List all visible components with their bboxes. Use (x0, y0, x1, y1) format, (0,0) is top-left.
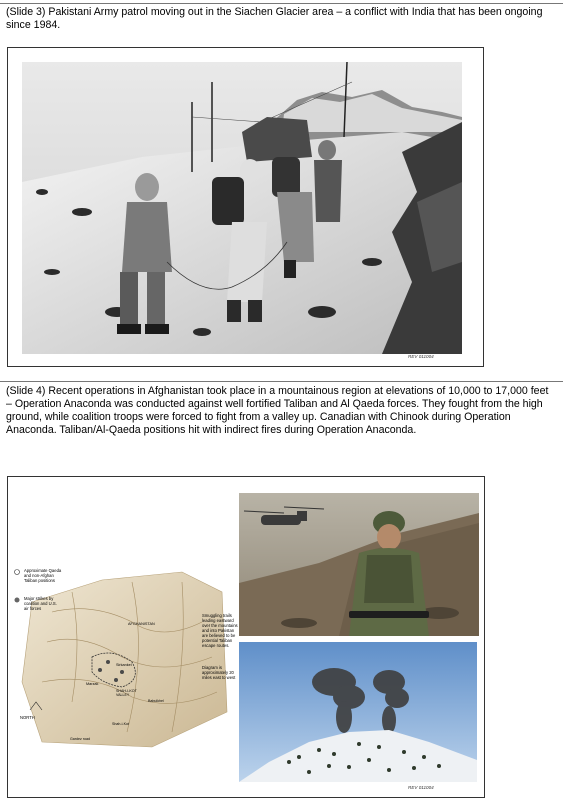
map-place-babulkhel: Babulkhel (148, 699, 164, 703)
map-place-afghanistan: AFGHANISTAN (128, 622, 155, 626)
top-rule (0, 3, 563, 4)
slide3-frame (7, 47, 484, 367)
map-legend (15, 570, 20, 603)
map-north-label: NORTH (20, 715, 35, 720)
middle-rule (0, 381, 563, 382)
slide4-rev-label: REV 011004 (408, 785, 434, 790)
map-place-gardez-road: Gardez road (70, 737, 90, 741)
slide4-caption: (Slide 4) Recent operations in Afghanistan took place in a mountainous region at elevations of 10,000 to 17,000 feet – Operation Anaconda was conducted against well fortified Taliban and Al Qaeda forces. They fought from the high ground, while coalition troops were forced to fight from a valley up. Canadian with Chinook during Operation Anaconda. Taliban/Al-Qaeda positions hit with indirect fires during Operation Anaconda. (6, 385, 549, 436)
slide3-photo-siachen-patrol (22, 62, 462, 354)
slide4-frame (7, 476, 485, 798)
map-place-marzak: Marzak (86, 682, 99, 686)
map-place-sirkankel: Sirkankel (116, 663, 132, 667)
slide3-rev-label: REV 011004 (408, 354, 434, 359)
map-note-trails: Smuggling trails leading eastward over the mountains and into Pakistan are believed to be potential Taliban escape routes. (202, 613, 238, 648)
slide4-photo-canadian-chinook (239, 493, 479, 636)
map-place-shah-i-kot-valley: SHAH-I-KOT VALLEY (116, 689, 137, 697)
map-note-scale: Diagram is approximately 20 miles east to west (202, 665, 236, 680)
slide4-photo-indirect-fires (239, 642, 477, 782)
map-legend-item-strikes: Major strikes by coalition and U.S. air forces (24, 596, 57, 611)
map-place-shah-i-kot: Shah-i-Kot (112, 722, 129, 726)
map-legend-item-positions: Approximate Qaeda and non-Afghan Taliban positions (24, 568, 62, 583)
slide3-caption: (Slide 3) Pakistani Army patrol moving out in the Siachen Glacier area – a conflict with India that has been ongoing since 1984. (6, 6, 543, 31)
